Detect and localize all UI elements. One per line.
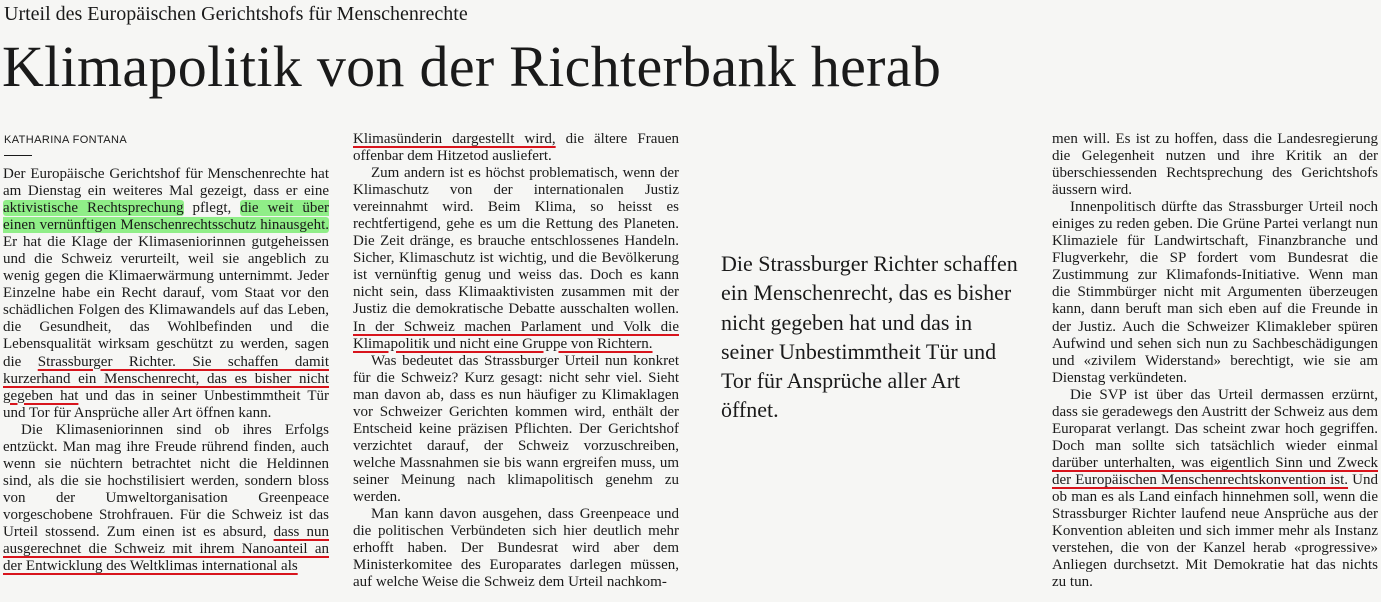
- pull-quote: Die Strassburger Richter schaffen ein Menschenrecht, das es bisher nicht gegeben hat und das in seiner Unbestimmtheit Tür und Tor für Ansprüche aller Art öffnet.: [721, 251, 1018, 423]
- paragraph: Die SVP ist über das Urteil dermassen erzürnt, dass sie geradewegs den Austritt der Schweiz aus dem Europarat verlangt. Das scheint zwar hoch gegriffen. Doch man sollte sich tatsächlich wieder einmal darüber unterhalten, was eigentlich Sinn und Zweck der Europäischen Menschenrechtskonvention ist. Und ob man es als Land einfach hinnehmen soll, wenn die Strassburger Richter laufend neue Ansprüche aus der Konvention ableiten und sich immer mehr als Instanz verstehen, die von der Kanzel herab «progressive» Anliegen durchsetzt. Mit Demokratie hat das nichts zu tun.: [1052, 386, 1378, 591]
- underline-marking: In der Schweiz machen Parlament und Volk die Klimapolitik und nicht eine Gruppe von Richtern.: [353, 318, 679, 352]
- paragraph: Zum andern ist es höchst problematisch, wenn der Klimaschutz von der internationalen Justiz vereinnahmt wird. Beim Klima, so heisst es rechtfertigend, gehe es um die Rettung des Planeten. Die Zeit dränge, es brauche entschlossenes Handeln. Sicher, Klimaschutz ist wichtig, und die Bevölkerung ist vernünftig genug und weiss das. Doch es kann nicht sein, dass Klimaaktivisten zusammen mit der Justiz die demokratische Debatte ausschalten wollen. In der Schweiz machen Parlament und Volk die Klimapolitik und nicht eine Gruppe von Richtern.: [353, 165, 679, 352]
- underline-marking: Strassburger Richter. Sie schaffen damit kurzerhand ein Menschenrecht, das es bisher nicht gegeben hat: [3, 353, 329, 404]
- underline-marking: Klimasünderin dargestellt wird,: [353, 131, 556, 147]
- article-column-1: [3, 166, 329, 575]
- paragraph: Klimasünderin dargestellt wird, die ältere Frauen offenbar dem Hitzetod ausliefert.: [353, 131, 680, 165]
- underline-marking: darüber unterhalten, was eigentlich Sinn und Zweck der Europäischen Menschenrechtskonvention ist.: [1052, 454, 1378, 488]
- highlight: aktivistische Rechtsprechung: [3, 200, 184, 217]
- paragraph: Innenpolitisch dürfte das Strassburger Urteil noch einiges zu reden geben. Die Grüne Partei verlangt nun Klimaziele für Landwirtschaft, Finanzbranche und Flugverkehr, die SP fordert vom Bundesrat die Zustimmung zur Klimafonds-Initiative. Wenn man die Stimmbürger nicht mit Argumenten überzeugen kann, dann beruft man sich eben auf die Freunde in der Justiz. Auch die Schweizer Klimakleber spüren Aufwind und sehen sich nun zu Sachbeschädigungen und «zivilem Widerstand» berechtigt, wie sie am Dienstag verkündeten.: [1052, 199, 1378, 386]
- paragraph: Die Klimaseniorinnen sind ob ihres Erfolgs entzückt. Man mag ihre Freude rührend finden, auch wenn sie nüchtern betrachtet nicht die Heldinnen sind, als die sie hochstilisiert werden, sondern bloss von der Umweltorganisation Greenpeace vorgeschobene Strohfrauen. Für die Schweiz ist das Urteil stossend. Zum einen ist es absurd, dass nun ausgerechnet die Schweiz mit ihrem Nanoanteil an der Entwicklung des Weltklimas international als: [3, 421, 330, 575]
- author-byline: KATHARINA FONTANA: [4, 134, 128, 146]
- byline-rule: [4, 155, 32, 156]
- paragraph: men will. Es ist zu hoffen, dass die Landesregierung die Gelegenheit nutzen und ihre Kritik an der überschiessenden Rechtsprechung des Gerichtshofs äussern wird.: [1052, 131, 1378, 199]
- paragraph: Man kann davon ausgehen, dass Greenpeace und die politischen Verbündeten sich hier deutlich mehr erhofft haben. Der Bundesrat wird aber dem Ministerkomitee des Europarates darlegen müssen, auf welche Weise die Schweiz dem Urteil nachkom-: [353, 506, 679, 591]
- paragraph: Was bedeutet das Strassburger Urteil nun konkret für die Schweiz? Kurz gesagt: nicht sehr viel. Sieht man davon ab, dass es nun häufiger zu Klimaklagen vor Schweizer Gerichten kommen wird, enthält der Entscheid keine präzisen Pflichten. Der Gerichtshof verzichtet darauf, der Schweiz vorzuschreiben, welche Massnahmen sie bis wann ergreifen muss, um seiner Meinung nach klimapolitisch genehm zu werden.: [353, 352, 679, 505]
- paragraph: Der Europäische Gerichtshof für Menschenrechte hat am Dienstag ein weiteres Mal gezeigt, dass er eine aktivistische Rechtsprechung pflegt, die weit über einen vernünftigen Menschenrechtsschutz hinausgeht. Er hat die Klage der Klimaseniorinnen gutgeheissen und die Schweiz verurteilt, weil sie angeblich zu wenig gegen die Klimaerwärmung unternimmt. Jeder Einzelne habe ein Recht darauf, vom Staat vor den schädlichen Folgen des Klimawandels auf das Leben, die Gesundheit, das Wohlbefinden und die Lebensqualität wirksam geschützt zu werden, sagen die Strassburger Richter. Sie schaffen damit kurzerhand ein Menschenrecht, das es bisher nicht gegeben hat und das in seiner Unbestimmtheit Tür und Tor für Ansprüche aller Art öffnen kann.: [3, 166, 329, 421]
- highlight: die weit über einen vernünftigen Menschenrechtsschutz hinausgeht.: [3, 200, 329, 234]
- kicker: Urteil des Europäischen Gerichtshofs für Menschenrechte: [4, 3, 468, 25]
- headline: Klimapolitik von der Richterbank herab: [2, 34, 942, 99]
- article-column-3: [1052, 131, 1378, 591]
- article-column-2: [353, 131, 679, 591]
- underline-marking: dass nun ausgerechnet die Schweiz mit ihrem Nanoanteil an der Entwicklung des Weltklimas international als: [3, 523, 330, 575]
